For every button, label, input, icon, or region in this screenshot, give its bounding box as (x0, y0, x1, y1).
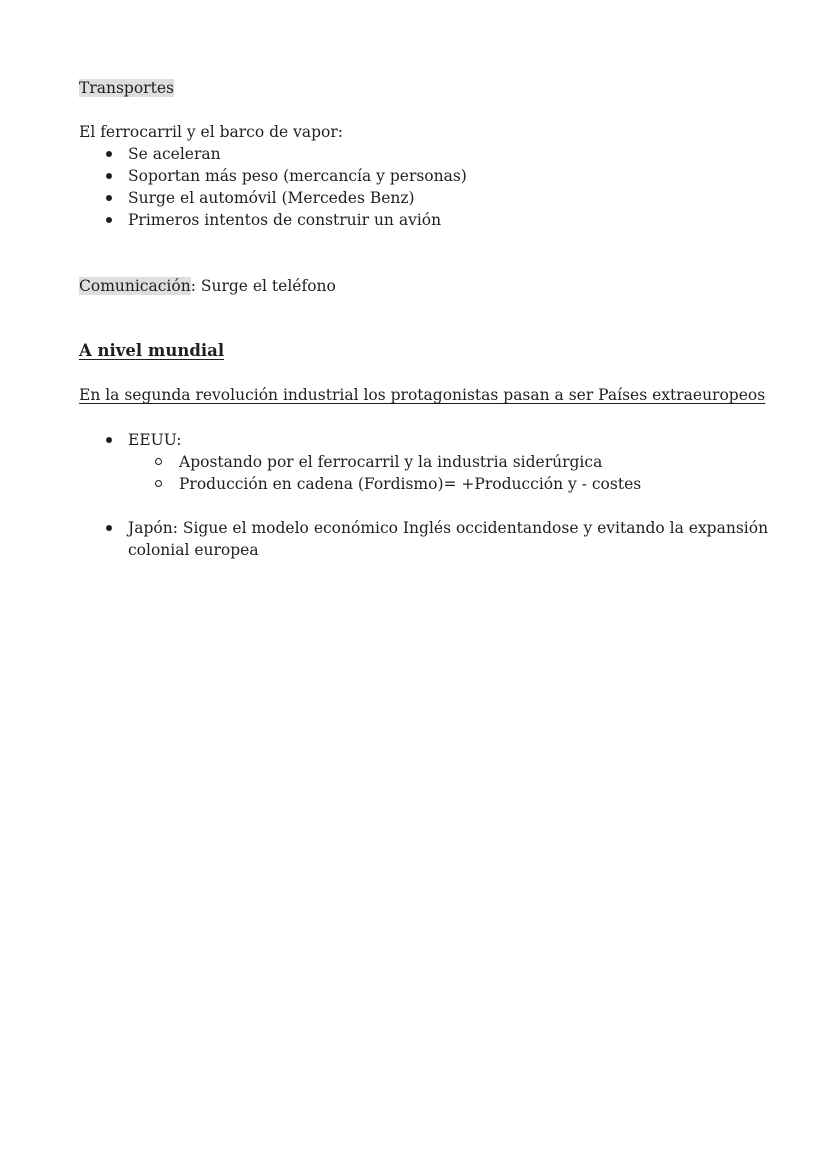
hollow-bullet-icon (155, 458, 162, 465)
list-item-text-continued: colonial europea (128, 541, 259, 559)
list-item-text: Soportan más peso (mercancía y personas) (128, 167, 467, 185)
bullet-icon (106, 217, 112, 223)
list-item-text: Se aceleran (128, 145, 221, 163)
comunicacion-label: Comunicación (79, 277, 191, 295)
section-heading-mundial: A nivel mundial (79, 341, 225, 360)
transportes-heading: Transportes (79, 79, 174, 97)
sub-list-item-text: Producción en cadena (Fordismo)= +Producción y - costes (179, 475, 642, 493)
transportes-intro: El ferrocarril y el barco de vapor: (79, 123, 343, 141)
bullet-icon (106, 525, 112, 531)
bullet-icon (106, 437, 112, 443)
bullet-icon (106, 173, 112, 179)
mundial-subtitle: En la segunda revolución industrial los protagonistas pasan a ser Países extraeuropeos (79, 386, 766, 404)
bullet-icon (106, 195, 112, 201)
comunicacion-text: : Surge el teléfono (190, 277, 336, 295)
sub-list-item-text: Apostando por el ferrocarril y la industria siderúrgica (179, 453, 603, 471)
comunicacion-line (79, 275, 336, 297)
hollow-bullet-icon (155, 480, 162, 487)
list-item-text: EEUU: (128, 431, 182, 449)
list-item-text: Surge el automóvil (Mercedes Benz) (128, 189, 415, 207)
bullet-icon (106, 151, 112, 157)
section-heading-transportes (79, 77, 174, 99)
list-item-text: Japón: Sigue el modelo económico Inglés occidentandose y evitando la expansión (128, 519, 769, 537)
list-item-text: Primeros intentos de construir un avión (128, 211, 442, 229)
